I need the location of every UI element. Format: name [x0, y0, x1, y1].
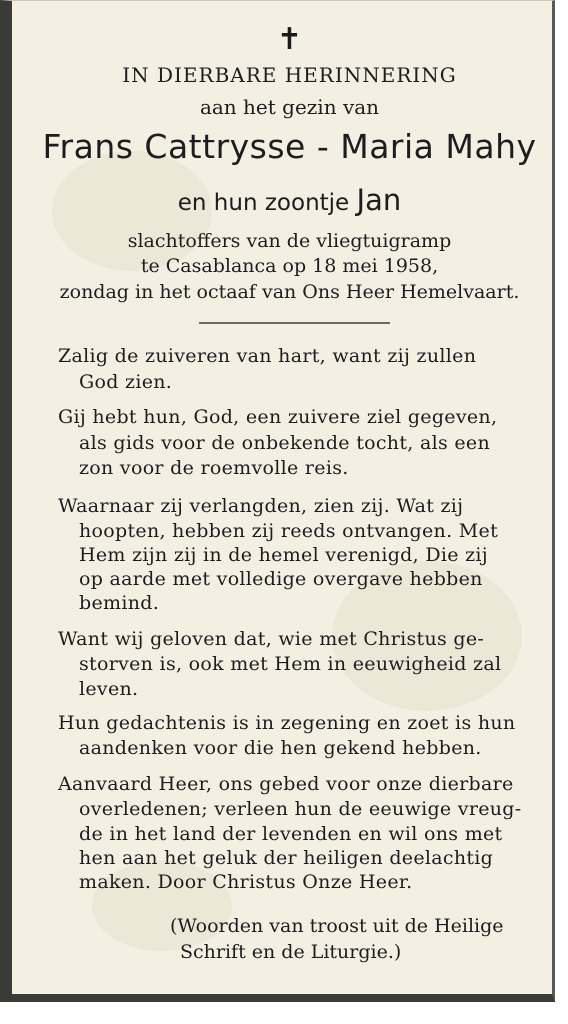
son-name: Jan: [356, 183, 402, 217]
subtitle-line: zondag in het octaaf van Ons Heer Hemelvaart.: [59, 281, 520, 303]
verse-line: Waarnaar zij verlangden, zien zij. Wat zij: [58, 495, 464, 517]
verse-line: als gids voor de onbekende tocht, als een: [79, 432, 490, 454]
verse-line: Want wij geloven dat, wie met Christus ge-: [58, 628, 485, 650]
verse-line: Hem zijn zij in de hemel verenigd, Die zij: [79, 544, 488, 566]
intro-line: aan het gezin van: [199, 95, 380, 119]
son-prefix: en hun zoontje: [177, 190, 350, 216]
verse-line: leven.: [79, 678, 139, 700]
subtitle-line: te Casablanca op 18 mei 1958,: [140, 255, 439, 277]
verse-line: Aanvaard Heer, ons gebed voor onze dierbare: [58, 773, 514, 795]
verse-line: bemind.: [79, 592, 160, 614]
verse-line: overledenen; verleen hun de eeuwige vreug-: [79, 798, 522, 820]
verse-line: aandenken voor die hen gekend hebben.: [79, 737, 482, 759]
verse-line: Zalig de zuiveren van hart, want zij zullen: [58, 345, 477, 367]
verse-line: zon voor de roemvolle reis.: [79, 457, 349, 479]
verse-line: hoopten, hebben zij reeds ontvangen. Met: [79, 520, 499, 542]
memorial-heading: IN DIERBARE HERINNERING: [122, 63, 457, 87]
attribution-line: Schrift en de Liturgie.): [180, 941, 402, 963]
cross-icon: ✝: [276, 22, 303, 57]
deceased-names: Frans Cattrysse - Maria Mahy: [42, 127, 537, 166]
verse-line: Gij hebt hun, God, een zuivere ziel gegeven,: [58, 406, 498, 428]
subtitle-line: slachtoffers van de vliegtuigramp: [127, 230, 452, 252]
verse-line: God zien.: [79, 371, 173, 393]
attribution-line: (Woorden van troost uit de Heilige: [170, 915, 504, 937]
verse-line: hen aan het geluk der heiligen deelachtig: [79, 847, 494, 869]
verse-line: storven is, ook met Hem in eeuwigheid zal: [79, 653, 502, 675]
verse-line: op aarde met volledige overgave hebben: [79, 568, 483, 590]
verse-line: de in het land der levenden en wil ons met: [79, 823, 503, 845]
verse-line: Hun gedachtenis is in zegening en zoet is hun: [58, 712, 516, 734]
son-line: [12, 183, 567, 217]
verse-line: maken. Door Christus Onze Heer.: [79, 871, 413, 893]
divider-line: [199, 322, 390, 324]
